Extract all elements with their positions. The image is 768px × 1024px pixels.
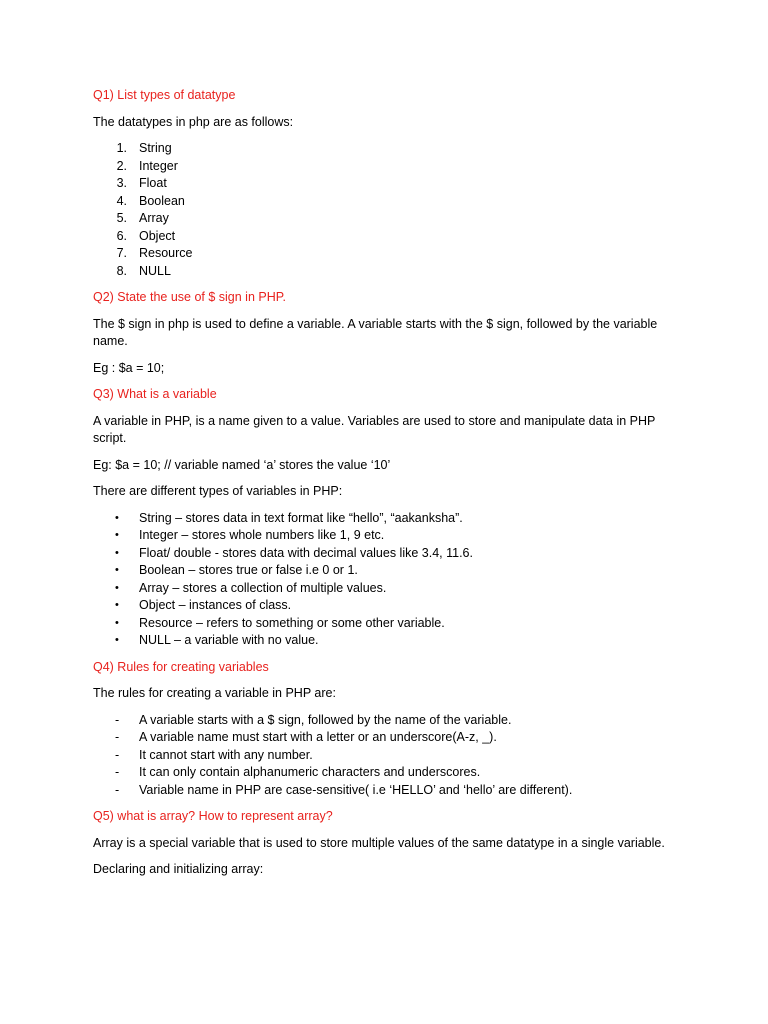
bullet-marker: • [115,581,119,594]
datatype-list [93,140,678,280]
list-number: 8. [116,263,127,278]
dash-marker: - [115,730,120,744]
dash-marker: - [115,712,120,727]
dash-marker: - [115,782,120,797]
list-item [93,263,678,281]
list-item [93,245,678,263]
bullet-marker: • [115,599,119,611]
list-number: 3. [116,176,127,190]
list-item-text: Resource [139,246,193,260]
list-item-text: Object – instances of class. [139,598,292,612]
list-item-text: Variable name in PHP are case-sensitive( i.e ‘HELLO’ and ‘hello’ are different). [139,782,573,797]
q1-heading: Q1) List types of datatype [93,88,236,102]
list-item [93,615,678,633]
q4-heading: Q4) Rules for creating variables [93,659,269,674]
q2-example: Eg : $a = 10; [93,360,165,375]
list-item-text: Array – stores a collection of multiple values. [139,580,387,595]
list-item-text: It can only contain alphanumeric characters and underscores. [139,765,481,779]
variable-rules-list [93,712,678,800]
variable-types-list [93,510,678,650]
list-item-text: Integer [139,158,178,173]
list-item-text: Array [139,211,169,225]
list-item [93,228,678,246]
list-item [93,597,678,615]
section-q1 [93,87,678,280]
section-q3 [93,386,678,650]
list-item-text: String [139,141,172,155]
list-item [93,729,678,747]
list-item [93,175,678,193]
bullet-marker: • [115,616,119,629]
q4-intro: The rules for creating a variable in PHP are: [93,686,336,700]
list-item [93,545,678,563]
list-item-text: Object [139,228,176,243]
q2-paragraph: The $ sign in php is used to define a variable. A variable starts with the $ sign, followed by the variable name. [93,316,658,348]
list-item-text: Float [139,176,167,190]
list-item-text: NULL [139,263,171,278]
bullet-marker: • [115,564,119,576]
list-number: 2. [116,158,127,173]
list-item [93,158,678,176]
list-item [93,510,678,528]
list-item-text: Float/ double - stores data with decimal values like 3.4, 11.6. [139,545,473,560]
dash-marker: - [115,765,120,779]
q5-declaring: Declaring and initializing array: [93,862,264,876]
section-q2 [93,289,678,377]
list-item [93,527,678,545]
list-item-text: Integer – stores whole numbers like 1, 9 etc. [139,528,385,542]
bullet-marker: • [115,634,119,646]
list-number: 4. [116,193,127,208]
list-number: 7. [116,246,127,260]
q3-types-intro: There are different types of variables in PHP: [93,484,343,498]
list-item [93,193,678,211]
list-item [93,712,678,730]
q2-heading: Q2) State the use of $ sign in PHP. [93,290,286,304]
list-item [93,632,678,650]
list-item [93,580,678,598]
list-item [93,782,678,800]
list-item-text: Resource – refers to something or some other variable. [139,615,445,630]
bullet-marker: • [115,511,119,524]
q3-paragraph: A variable in PHP, is a name given to a value. Variables are used to store and manipulate data in PHP script. [93,413,656,445]
list-number: 6. [116,228,127,243]
list-item [93,764,678,782]
list-item-text: A variable starts with a $ sign, followed by the name of the variable. [139,712,512,727]
q3-example: Eg: $a = 10; // variable named ‘a’ stores the value ‘10’ [93,457,391,472]
bullet-marker: • [115,529,119,541]
list-item-text: Boolean – stores true or false i.e 0 or 1. [139,563,358,577]
list-item [93,210,678,228]
list-item [93,140,678,158]
q5-paragraph: Array is a special variable that is used to store multiple values of the same datatype in a single variable. [93,835,665,850]
q3-heading: Q3) What is a variable [93,387,217,401]
list-item-text: Boolean [139,193,185,208]
list-number: 1. [116,141,127,155]
bullet-marker: • [115,546,119,559]
section-q5 [93,808,678,879]
list-item-text: NULL – a variable with no value. [139,633,319,647]
list-item-text: A variable name must start with a letter or an underscore(A-z, _). [139,730,497,744]
list-item-text: It cannot start with any number. [139,747,313,762]
list-item [93,747,678,765]
q1-intro: The datatypes in php are as follows: [93,114,294,129]
list-item-text: String – stores data in text format like “hello”, “aakanksha”. [139,510,463,525]
q5-heading: Q5) what is array? How to represent array? [93,809,333,823]
list-number: 5. [116,211,127,225]
section-q4 [93,659,678,800]
list-item [93,562,678,580]
dash-marker: - [115,747,120,762]
